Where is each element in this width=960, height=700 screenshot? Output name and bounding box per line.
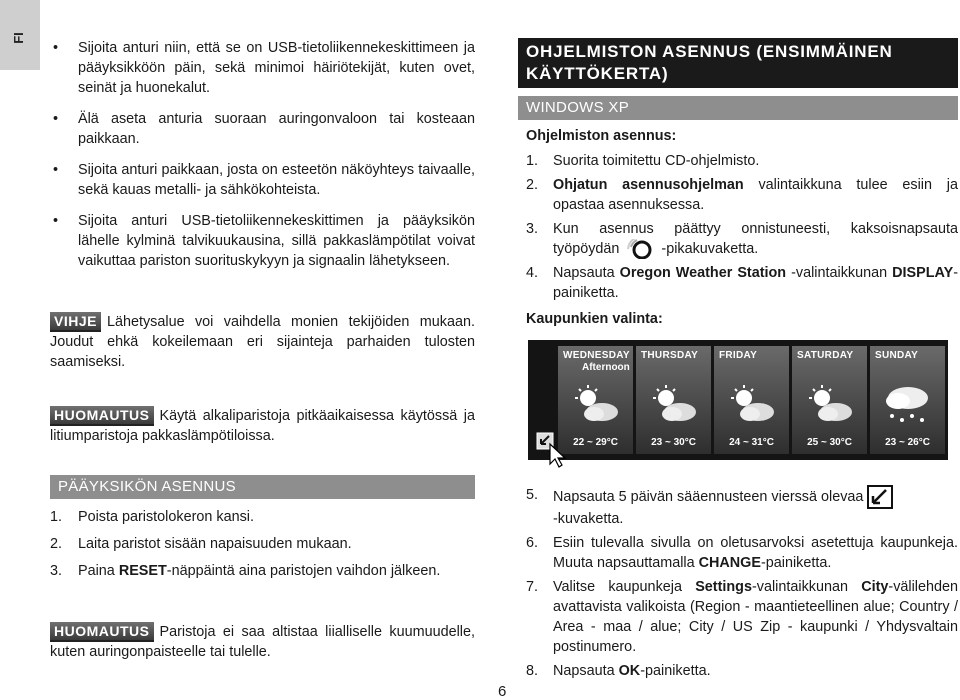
step-item: 2. Ohjatun asennusohjelman valintaikkuna tulee esiin ja opastaa asennuksessa. <box>526 177 958 213</box>
note-tag: HUOMAUTUS <box>50 406 154 426</box>
language-tab <box>0 0 40 70</box>
reset-key: RESET <box>118 563 167 579</box>
expand-icon[interactable] <box>536 432 576 468</box>
note-text: Käytä alkaliparistoja pitkäaikaisessa käytössä ja litiumparistoja pakkaslämpötiloissa. <box>50 408 475 444</box>
placement-tips <box>50 38 475 282</box>
sun-cloud-icon <box>566 384 626 428</box>
bullet-item: • Älä aseta anturia suoraan auringonvaloon tai kosteaan paikkaan. <box>50 109 475 149</box>
section-heading: PÄÄYKSIKÖN ASENNUS <box>50 475 475 499</box>
step-item: 3. Kun asennus päättyy onnistuneesti, kaksoisnapsauta työpöydän -pikakuvaketta. <box>526 219 958 259</box>
note-batteries <box>50 406 475 446</box>
forecast-day: FRIDAY 24 ~ 31°C <box>714 346 789 454</box>
snow-cloud-icon <box>878 384 938 428</box>
tip-text: Lähetysalue voi vaihdella monien tekijöiden mukaan. Joudut ehkä kokeilemaan eri sijainteja parhaiden tulosten saamiseksi. <box>50 314 475 370</box>
tip-tag: VIHJE <box>50 312 101 332</box>
software-install-section <box>518 38 958 329</box>
sun-cloud-icon <box>644 384 704 428</box>
tip-note <box>50 312 475 372</box>
forecast-day: SATURDAY 25 ~ 30°C <box>792 346 867 454</box>
desktop-shortcut-icon <box>623 239 661 259</box>
step-item: 2. Laita paristot sisään napaisuuden mukaan. <box>50 536 352 552</box>
note-heat <box>50 622 475 662</box>
note-tag: HUOMAUTUS <box>50 622 154 642</box>
page-number: 6 <box>498 683 507 700</box>
expand-icon <box>867 485 893 509</box>
os-heading: WINDOWS XP <box>518 96 958 120</box>
step-item: 4. Napsauta Oregon Weather Station -valintaikkunan DISPLAY-painiketta. <box>526 265 958 302</box>
sun-cloud-icon <box>800 384 860 428</box>
bullet-item: • Sijoita anturi USB-tietoliikennekeskittimen ja pääyksikön lähelle kylminä talvikuukausina, sillä pakkaslämpötilat voivat vaikuttaa pariston suorituskykyyn ja signaalin lähetykseen. <box>50 211 475 271</box>
forecast-day: THURSDAY 23 ~ 30°C <box>636 346 711 454</box>
step-item: 8. Napsauta OK-painiketta. <box>526 663 711 679</box>
city-selection-steps <box>526 485 958 685</box>
forecast-day: WEDNESDAY Afternoon 22 ~ 29°C <box>558 346 633 454</box>
note-text: Paristoja ei saa altistaa liialliselle kuumuudelle, kuten auringonpaisteelle tai tulelle. <box>50 624 475 660</box>
language-code: FI <box>10 32 26 44</box>
step-item: 1. Poista paristolokeron kansi. <box>50 509 254 525</box>
forecast-panel <box>528 340 948 460</box>
step-item: 7. Valitse kaupunkeja Settings-valintaikkunan City-välilehden avattavista valikoista (Region - maantieteellinen alue; Country / Area - maa / alue; City / US Zip - kaupunki / Yhdysvaltain postinumero. <box>526 579 959 655</box>
install-heading: Ohjelmiston asennus: <box>526 128 677 144</box>
bullet-item: • Sijoita anturi niin, että se on USB-tietoliikennekeskittimeen ja pääyksikköön päin, sekä minimoi häiriötekijät, kuten ovet, seinät ja huonekalut. <box>50 38 475 98</box>
forecast-day: SUNDAY 23 ~ 26°C <box>870 346 945 454</box>
step-item: 6. Esiin tulevalla sivulla on oletusarvoksi asetettuja kaupunkeja. Muuta napsauttamalla CHANGE-painiketta. <box>526 535 958 571</box>
step-item: 3. Paina RESET-näppäintä aina paristojen vaihdon jälkeen. <box>50 563 441 579</box>
bullet-item: • Sijoita anturi paikkaan, josta on esteetön näköyhteys taivaalle, sekä kauas metalli- ja sähkökohteista. <box>50 160 475 200</box>
sun-cloud-icon <box>722 384 782 428</box>
main-unit-setup <box>50 475 475 588</box>
step-item: 5. Napsauta 5 päivän sääennusteen vierssä olevaa -kuvaketta. <box>526 485 958 529</box>
step-item: 1. Suorita toimitettu CD-ohjelmisto. <box>526 153 760 169</box>
section-heading: OHJELMISTON ASENNUS (ENSIMMÄINEN KÄYTTÖKERTA) <box>518 38 958 88</box>
city-heading: Kaupunkien valinta: <box>526 311 663 328</box>
